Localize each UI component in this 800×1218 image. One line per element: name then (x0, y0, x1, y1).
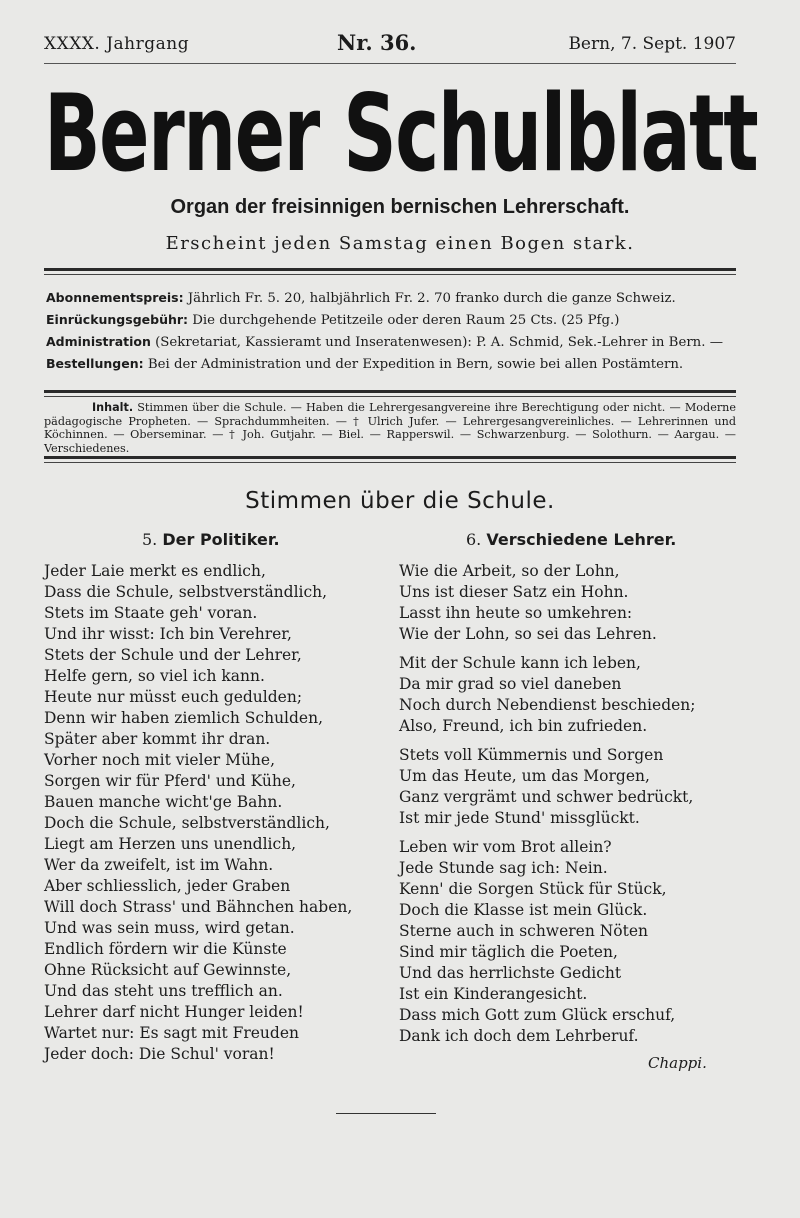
place-date: Bern, 7. Sept. 1907 (568, 34, 736, 54)
adm-text: (Sekretariat, Kassieramt und Inseratenwesen): P. A. Schmid, Sek.-Lehrer in Bern. — (150, 335, 723, 350)
poem-line: Und ihr wisst: Ich bin Verehrer, (44, 625, 292, 643)
right-heading-number: 6. (466, 530, 482, 549)
poem-line: Aber schliesslich, jeder Graben (44, 877, 291, 895)
subscription-info (46, 287, 736, 375)
poem-line: Ganz vergrämt und schwer bedrückt, (399, 788, 694, 806)
poem-line: Noch durch Nebendienst beschieden; (399, 696, 696, 714)
left-heading-number: 5. (142, 530, 158, 549)
poem-line: Will doch Strass' und Bähnchen haben, (44, 898, 353, 916)
masthead-line (44, 30, 736, 58)
contents-text: Stimmen über die Schule. — Haben die Lehrergesangvereine ihre Berechtigung oder nicht. — Moderne pädagogische Propheten. — Sprachdummheiten. — † Ulrich Jufer. — Lehrergesangvereinliches. — Lehrerinnen und Köchinnen. — Oberseminar. — † Joh. Gutjahr. — Biel. — Rapperswil. — Schwarzenburg. — Solothurn. — Aargau. — Verschiedenes. (44, 401, 736, 455)
poem-line: Ist ein Kinderangesicht. (399, 985, 588, 1003)
poem-line: Wer da zweifelt, ist im Wahn. (44, 856, 274, 874)
poem-line: Lehrer darf nicht Hunger leiden! (44, 1003, 304, 1021)
end-rule (336, 1113, 436, 1114)
poem-line: Dass die Schule, selbstverständlich, (44, 583, 328, 601)
ins-text: Die durchgehende Petitzeile oder deren Raum 25 Cts. (25 Pfg.) (188, 313, 620, 328)
poem-line: Lasst ihn heute so umkehren: (399, 604, 633, 622)
stanza-gap (399, 645, 696, 653)
issue-number: Nr. 36. (337, 30, 417, 55)
right-column-heading (466, 530, 676, 549)
poem-line: Stets der Schule und der Lehrer, (44, 646, 302, 664)
best-label: Bestellungen: (46, 356, 144, 371)
right-poem (399, 561, 696, 1047)
poem-line: Ohne Rücksicht auf Gewinnste, (44, 961, 292, 979)
poem-line: Stets voll Kümmernis und Sorgen (399, 746, 664, 764)
poem-line: Stets im Staate geh' voran. (44, 604, 258, 622)
newspaper-title: Berner Schulblatt (44, 72, 758, 195)
left-column-heading (142, 530, 280, 549)
poem-line: Dass mich Gott zum Glück erschuf, (399, 1006, 676, 1024)
stanza-gap (399, 737, 696, 745)
poem-line: Kenn' die Sorgen Stück für Stück, (399, 880, 667, 898)
poem-line: Liegt am Herzen uns unendlich, (44, 835, 297, 853)
publication-frequency: Erscheint jeden Samstag einen Bogen stark. (165, 233, 635, 254)
poem-line: Uns ist dieser Satz ein Hohn. (399, 583, 629, 601)
adm-label: Administration (46, 334, 151, 349)
right-heading-text: Verschiedene Lehrer. (486, 530, 677, 549)
poem-line: Heute nur müsst euch gedulden; (44, 688, 303, 706)
poem-line: Wartet nur: Es sagt mit Freuden (44, 1024, 299, 1042)
poem-line: Helfe gern, so viel ich kann. (44, 667, 265, 685)
poem-line: Jeder Laie merkt es endlich, (44, 562, 266, 580)
poem-line: Jede Stunde sag ich: Nein. (399, 859, 608, 877)
poem-line: Endlich fördern wir die Künste (44, 940, 287, 958)
poem-line: Jeder doch: Die Schul' voran! (44, 1045, 275, 1063)
poem-line: Da mir grad so viel daneben (399, 675, 622, 693)
poem-line: Um das Heute, um das Morgen, (399, 767, 650, 785)
ins-label: Einrückungsgebühr: (46, 312, 189, 327)
stanza-gap (399, 829, 696, 837)
poem-line: Sind mir täglich die Poeten, (399, 943, 618, 961)
left-heading-text: Der Politiker. (162, 530, 280, 549)
left-poem (44, 561, 352, 1065)
poem-line: Später aber kommt ihr dran. (44, 730, 271, 748)
poem-line: Wie der Lohn, so sei das Lehren. (399, 625, 657, 643)
poem-line: Und was sein muss, wird getan. (44, 919, 295, 937)
table-of-contents (44, 401, 736, 455)
poem-line: Bauen manche wicht'ge Bahn. (44, 793, 283, 811)
divider-middle (44, 390, 736, 397)
poem-line: Denn wir haben ziemlich Schulden, (44, 709, 324, 727)
volume-label: XXXX. Jahrgang (44, 34, 190, 54)
poem-line: Und das steht uns trefflich an. (44, 982, 283, 1000)
poem-line: Vorher noch mit vieler Mühe, (44, 751, 276, 769)
poem-line: Dank ich doch dem Lehrberuf. (399, 1027, 639, 1045)
poem-line: Sterne auch in schweren Nöten (399, 922, 649, 940)
poem-line: Und das herrlichste Gedicht (399, 964, 622, 982)
best-text: Bei der Administration und der Expedition in Bern, sowie bei allen Postämtern. (143, 357, 684, 372)
masthead-rule (44, 63, 736, 64)
contents-label: Inhalt. (92, 401, 134, 414)
newspaper-subtitle: Organ der freisinnigen bernischen Lehrerschaft. (170, 196, 630, 218)
abo-text: Jährlich Fr. 5. 20, halbjährlich Fr. 2. 70 franko durch die ganze Schweiz. (183, 291, 676, 306)
poem-line: Doch die Schule, selbstverständlich, (44, 814, 330, 832)
divider-top (44, 268, 736, 275)
poem-line: Wie die Arbeit, so der Lohn, (399, 562, 620, 580)
abo-label: Abonnementspreis: (46, 290, 184, 305)
divider-bottom (44, 456, 736, 463)
poem-line: Mit der Schule kann ich leben, (399, 654, 641, 672)
poem-line: Also, Freund, ich bin zufrieden. (399, 717, 648, 735)
poem-line: Ist mir jede Stund' missglückt. (399, 809, 640, 827)
signature: Chappi. (648, 1054, 707, 1072)
article-title: Stimmen über die Schule. (245, 488, 555, 514)
poem-line: Doch die Klasse ist mein Glück. (399, 901, 648, 919)
poem-line: Sorgen wir für Pferd' und Kühe, (44, 772, 296, 790)
poem-line: Leben wir vom Brot allein? (399, 838, 612, 856)
